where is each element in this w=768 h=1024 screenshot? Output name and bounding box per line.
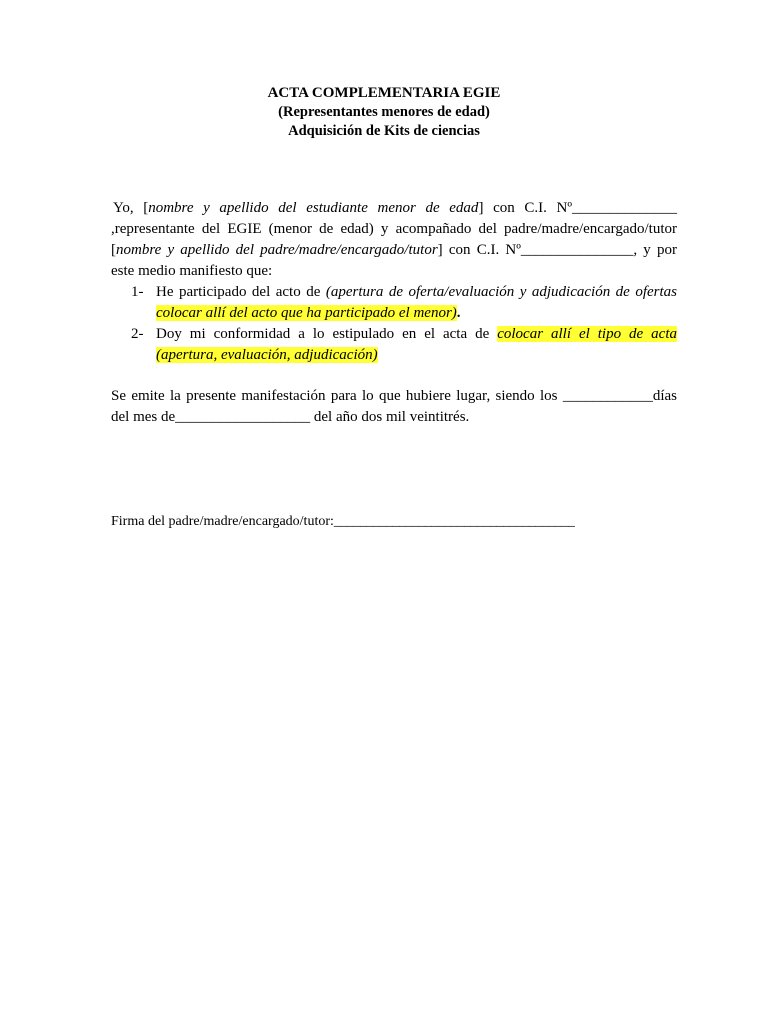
signature-blank[interactable]: _____________________________________ <box>333 514 575 529</box>
intro-text-3: ] con C.I. Nº_______________, y por este medio manifiesto que: <box>111 242 677 279</box>
list-item-number: 2- <box>131 326 144 342</box>
list-item <box>111 324 677 366</box>
signature-line <box>111 512 574 532</box>
document-subject: Adquisición de Kits de ciencias <box>288 123 480 139</box>
list-item <box>111 282 677 324</box>
highlight-close: ) <box>451 305 457 321</box>
highlight-placeholder: colocar allí el tipo de acta (apertura, evaluación, adjudicación) <box>156 326 678 363</box>
declaration-list <box>111 282 677 366</box>
document-subtitle: (Representantes menores de edad) <box>278 104 490 120</box>
document-title: ACTA COMPLEMENTARIA EGIE <box>267 85 501 101</box>
parent-name-placeholder: nombre y apellido del padre/madre/encargado/tutor <box>116 242 438 258</box>
list-item-end: . <box>456 305 461 321</box>
list-item-text: Doy mi conformidad a lo estipulado en el acta de <box>156 326 498 342</box>
list-item-text: He participado del acto de <box>156 284 326 300</box>
signature-label: Firma del padre/madre/encargado/tutor: <box>111 514 334 529</box>
highlight-placeholder: colocar allí del acto que ha participado el menor <box>156 305 452 321</box>
list-item-number: 1- <box>131 284 144 300</box>
closing-paragraph: Se emite la presente manifestación para lo que hubiere lugar, siendo los ____________días del mes de__________________ del año dos mil veintitrés. <box>111 388 677 425</box>
intro-text-2: ] con C.I. Nº______________ ,representante del EGIE (menor de edad) y acompañado del padre/madre/encargado/tutor [ <box>111 200 677 258</box>
student-name-placeholder: nombre y apellido del estudiante menor de edad <box>148 200 479 216</box>
intro-text-1: Yo, [ <box>113 200 149 216</box>
declaration-intro <box>111 198 677 282</box>
list-item-italic: (apertura de oferta/evaluación y adjudicación de ofertas <box>325 284 677 300</box>
declaration-paragraph <box>111 198 677 366</box>
